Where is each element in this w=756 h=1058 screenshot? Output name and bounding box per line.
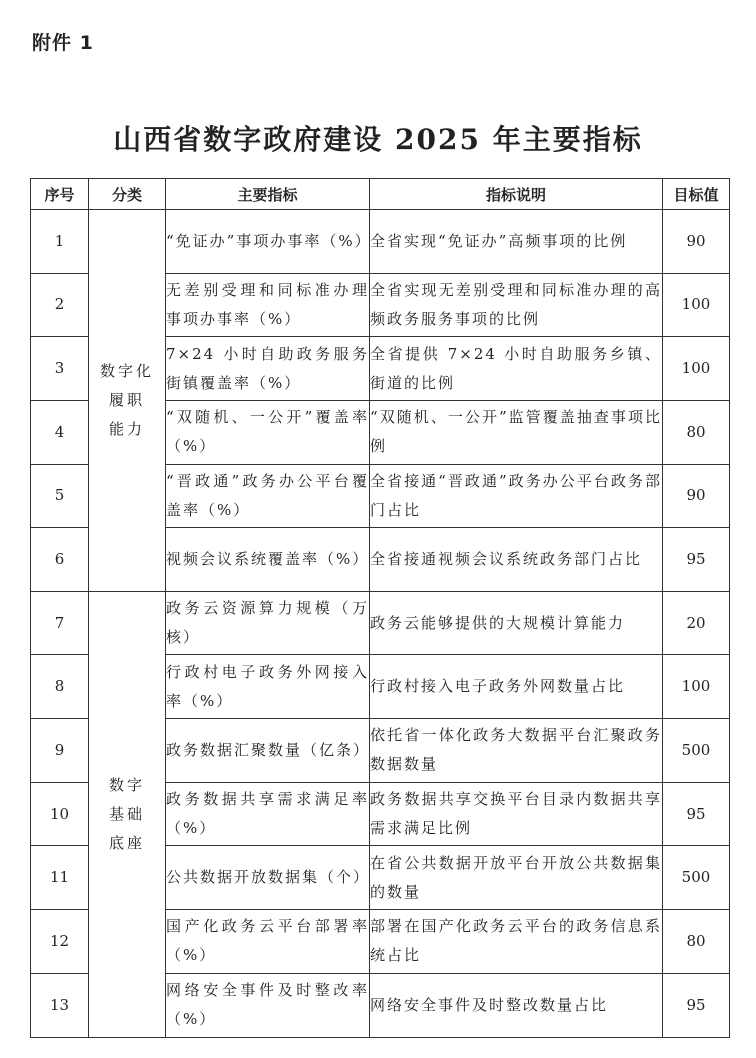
indicator-name: 政务云资源算力规模（万核） <box>166 591 370 655</box>
indicator-name: 视频会议系统覆盖率（%） <box>166 528 370 592</box>
indicator-name: 国产化政务云平台部署率（%） <box>166 910 370 974</box>
indicator-description: 行政村接入电子政务外网数量占比 <box>370 655 663 719</box>
indicator-name: 公共数据开放数据集（个） <box>166 846 370 910</box>
row-number: 2 <box>31 273 89 337</box>
indicator-description: 网络安全事件及时整改数量占比 <box>370 973 663 1037</box>
indicator-description: 全省接通视频会议系统政务部门占比 <box>370 528 663 592</box>
indicator-description: 依托省一体化政务大数据平台汇聚政务数据数量 <box>370 719 663 783</box>
target-value: 500 <box>663 846 730 910</box>
indicator-description: “双随机、一公开”监管覆盖抽查事项比例 <box>370 400 663 464</box>
row-number: 3 <box>31 337 89 401</box>
target-value: 95 <box>663 782 730 846</box>
target-value: 80 <box>663 400 730 464</box>
header-description: 指标说明 <box>370 179 663 210</box>
indicator-name: “晋政通”政务办公平台覆盖率（%） <box>166 464 370 528</box>
indicator-description: 全省接通“晋政通”政务办公平台政务部门占比 <box>370 464 663 528</box>
indicator-name: “双随机、一公开”覆盖率（%） <box>166 400 370 464</box>
row-number: 8 <box>31 655 89 719</box>
indicator-description: 政务云能够提供的大规模计算能力 <box>370 591 663 655</box>
row-number: 1 <box>31 210 89 274</box>
indicator-name: 政务数据共享需求满足率（%） <box>166 782 370 846</box>
table-body <box>31 210 730 1038</box>
indicator-description: 全省提供 7×24 小时自助服务乡镇、街道的比例 <box>370 337 663 401</box>
header-indicator: 主要指标 <box>166 179 370 210</box>
indicator-description: 在省公共数据开放平台开放公共数据集的数量 <box>370 846 663 910</box>
indicator-name: 网络安全事件及时整改率（%） <box>166 973 370 1037</box>
indicator-name: 无差别受理和同标准办理事项办事率（%） <box>166 273 370 337</box>
target-value: 100 <box>663 273 730 337</box>
target-value: 90 <box>663 464 730 528</box>
indicator-name: “免证办”事项办事率（%） <box>166 210 370 274</box>
header-no: 序号 <box>31 179 89 210</box>
table-row <box>31 210 730 274</box>
header-category: 分类 <box>89 179 166 210</box>
indicator-description: 部署在国产化政务云平台的政务信息系统占比 <box>370 910 663 974</box>
target-value: 90 <box>663 210 730 274</box>
indicator-table <box>30 178 730 1038</box>
target-value: 80 <box>663 910 730 974</box>
row-number: 7 <box>31 591 89 655</box>
indicator-description: 全省实现“免证办”高频事项的比例 <box>370 210 663 274</box>
row-number: 5 <box>31 464 89 528</box>
header-target: 目标值 <box>663 179 730 210</box>
indicator-name: 行政村电子政务外网接入率（%） <box>166 655 370 719</box>
target-value: 95 <box>663 528 730 592</box>
indicator-name: 7×24 小时自助政务服务街镇覆盖率（%） <box>166 337 370 401</box>
row-number: 6 <box>31 528 89 592</box>
target-value: 95 <box>663 973 730 1037</box>
category-cell: 数字化 履职 能力 <box>89 210 166 592</box>
attachment-label: 附件 1 <box>32 32 94 54</box>
indicator-description: 全省实现无差别受理和同标准办理的高频政务服务事项的比例 <box>370 273 663 337</box>
indicator-name: 政务数据汇聚数量（亿条） <box>166 719 370 783</box>
row-number: 10 <box>31 782 89 846</box>
target-value: 100 <box>663 337 730 401</box>
row-number: 13 <box>31 973 89 1037</box>
table-row <box>31 591 730 655</box>
target-value: 20 <box>663 591 730 655</box>
target-value: 100 <box>663 655 730 719</box>
row-number: 9 <box>31 719 89 783</box>
row-number: 11 <box>31 846 89 910</box>
table-header-row <box>31 179 730 210</box>
category-cell: 数字 基础 底座 <box>89 591 166 1037</box>
row-number: 4 <box>31 400 89 464</box>
page-title: 山西省数字政府建设 2025 年主要指标 <box>113 123 643 156</box>
indicator-description: 政务数据共享交换平台目录内数据共享需求满足比例 <box>370 782 663 846</box>
row-number: 12 <box>31 910 89 974</box>
target-value: 500 <box>663 719 730 783</box>
